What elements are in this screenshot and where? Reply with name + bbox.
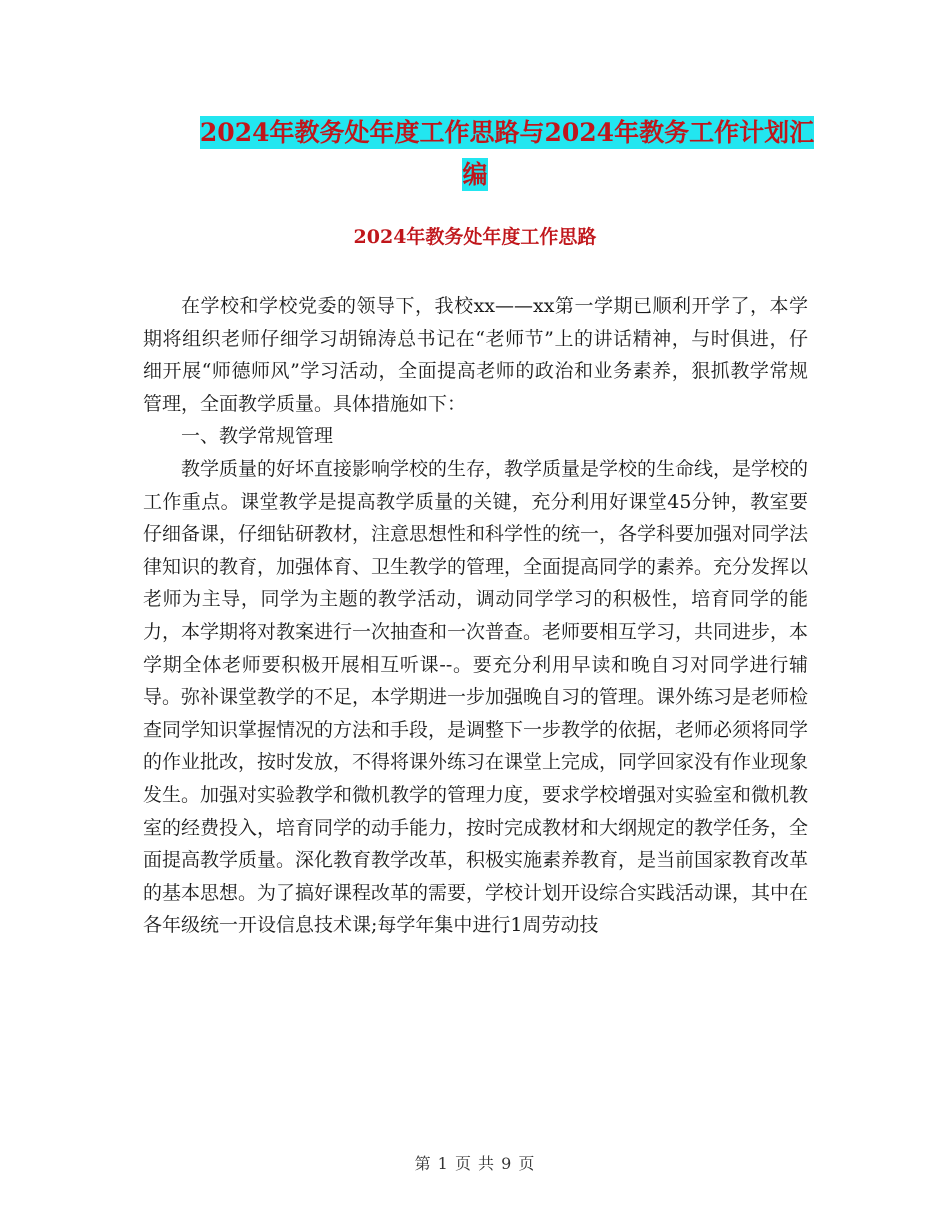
paragraph-intro: 在学校和学校党委的领导下，我校xx——xx第一学期已顺利开学了，本学期将组织老师仔细学习胡锦涛总书记在“老师节”上的讲话精神，与时俱进，仔细开展“师德师风”学习活动，全面提高老师的政治和业务素养，狠抓教学常规管理，全面教学质量。具体措施如下： [143, 295, 808, 415]
section-title: 2024年教务处年度工作思路 [353, 226, 597, 248]
document-body [143, 290, 808, 942]
title-line-1: 2024年教务处年度工作思路与2024年教务工作计划汇 [199, 118, 815, 147]
page-footer: 第 1 页 共 9 页 [414, 1154, 536, 1173]
page-title [0, 112, 950, 196]
paragraph-teaching-quality: 教学质量的好坏直接影响学校的生存，教学质量是学校的生命线，是学校的工作重点。课堂教学是提高教学质量的关键，充分利用好课堂45分钟，教室要仔细备课，仔细钻研教材，注意思想性和科学性的统一，各学科要加强对同学法律知识的教育，加强体育、卫生教学的管理，全面提高同学的素养。充分发挥以老师为主导，同学为主题的教学活动，调动同学学习的积极性，培育同学的能力，本学期将对教案进行一次抽查和一次普查。老师要相互学习，共同进步，本学期全体老师要积极开展相互听课--。要充分利用早读和晚自习对同学进行辅导。弥补课堂教学的不足，本学期进一步加强晚自习的管理。课外练习是老师检查同学知识掌握情况的方法和手段，是调整下一步教学的依据，老师必须将同学的作业批改，按时发放，不得将课外练习在课堂上完成，同学回家没有作业现象发生。加强对实验教学和微机教学的管理力度，要求学校增强对实验室和微机教室的经费投入，培育同学的动手能力，按时完成教材和大纲规定的教学任务，全面提高教学质量。深化教育教学改革，积极实施素养教育，是当前国家教育改革的基本思想。为了搞好课程改革的需要，学校计划开设综合实践活动课，其中在各年级统一开设信息技术课;每学年集中进行1周劳动技 [143, 457, 809, 937]
heading-teaching-management: 一、教学常规管理 [181, 425, 334, 448]
title-line-2: 编 [462, 160, 488, 189]
